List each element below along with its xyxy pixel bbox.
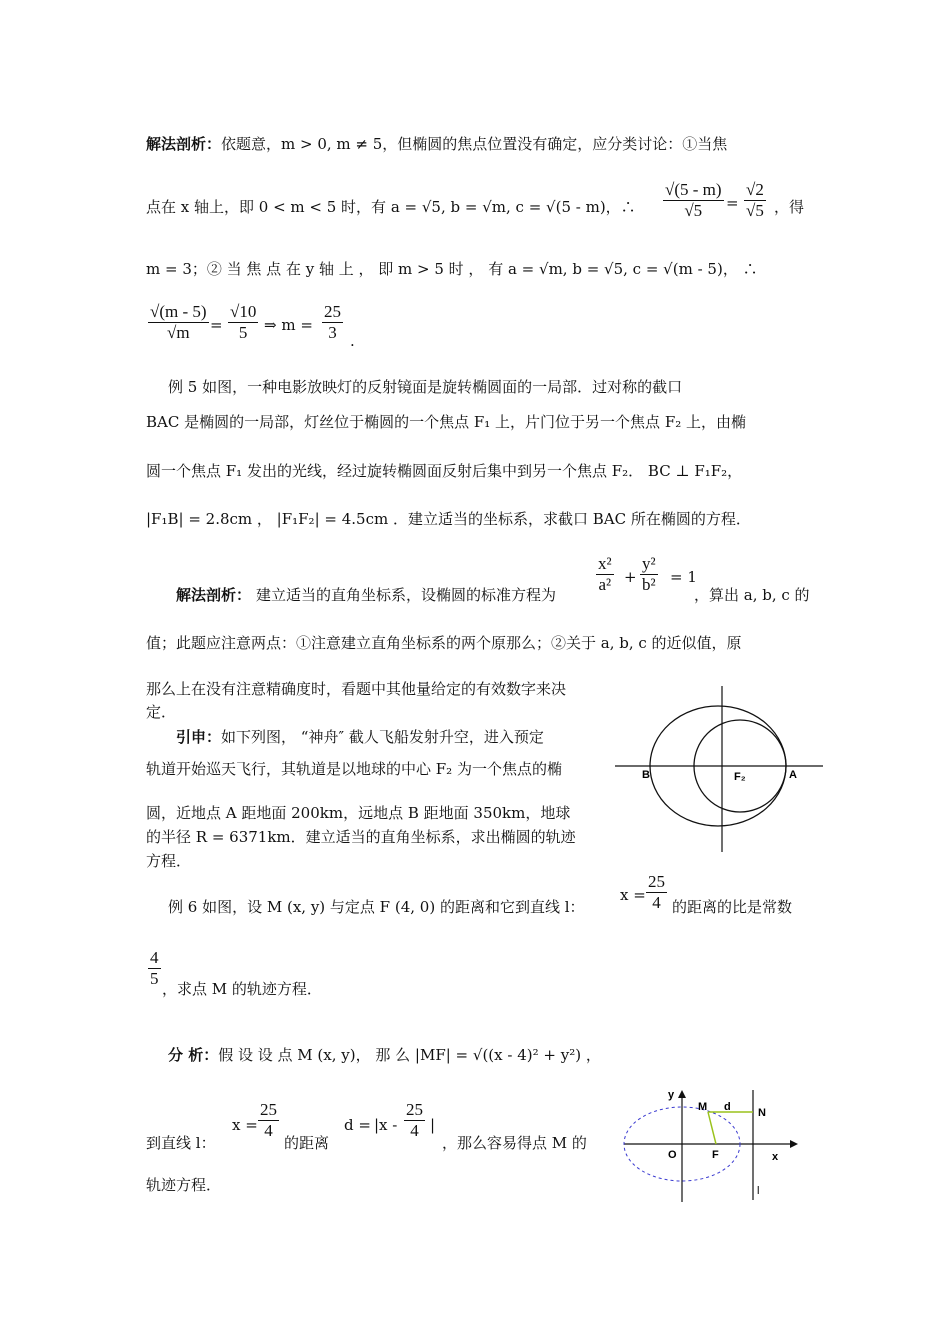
solution-analysis-1 bbox=[146, 133, 806, 155]
fraction: $\frac{√10}{5}$ bbox=[230, 302, 257, 342]
example-6-line1: 例 6 如图，设 M (x, y) 与定点 F (4, 0) 的距离和它到直线 l： x = $\frac{25}{4}$ 的距离的比是常数 bbox=[168, 872, 793, 916]
svg-text:N: N bbox=[758, 1107, 766, 1119]
label-a: A bbox=[789, 769, 797, 781]
paragraph-text: 依题意，m > 0, m ≠ 5，但椭圆的焦点位置没有确定，应分类讨论：①当焦 bbox=[221, 135, 728, 153]
section-label: 分 析： bbox=[168, 1046, 219, 1064]
example-6-line2: $\frac{4}{5}$ ，求点 M 的轨迹方程． bbox=[150, 948, 322, 998]
svg-text:y: y bbox=[668, 1089, 675, 1101]
fraction: $\frac{\text{y²}}{\text{b²}}$ bbox=[642, 554, 656, 594]
extension-line2: 轨道开始巡天飞行，其轨道是以地球的中心 F₂ 为一个焦点的椭 bbox=[146, 760, 562, 778]
analysis-3-line3: 轨迹方程． bbox=[146, 1176, 222, 1194]
fraction: $\frac{25}{4}$ bbox=[260, 1100, 277, 1140]
section-label: 引申： bbox=[176, 728, 222, 746]
extension-line4: 的半径 R = 6371km．建立适当的直角坐标系，求出椭圆的轨迹 bbox=[146, 828, 576, 846]
example-5-line2: BAC 是椭圆的一局部，灯丝位于椭圆的一个焦点 F₁ 上，片门位于另一个焦点 F₂ 上，由椭 bbox=[146, 413, 747, 431]
solution-analysis-2: 解法剖析： 建立适当的直角坐标系，设椭圆的标准方程为 $\frac{\text{x²}}{\text{a²}}$ + $\frac{\text{y²}}{\text{b²}}$ = 1 ，算出 a, b, c 的 bbox=[176, 554, 810, 604]
label-b: B bbox=[642, 769, 650, 781]
extension-line1: 引申：如下列图， “神舟″ 截人飞船发射升空，进入预定 bbox=[176, 728, 544, 746]
fraction: $\frac{√(5 - m)}{√5}$ bbox=[665, 180, 722, 220]
section-label: 解法剖析： bbox=[176, 586, 252, 604]
analysis-3-line2: 到直线 l： x = $\frac{25}{4}$ 的距离 d = |x - $\frac{25}{4}$ | ，那么容易得点 M 的 bbox=[146, 1100, 587, 1152]
fraction: $\frac{\text{x²}}{\text{a²}}$ bbox=[598, 554, 612, 594]
example-5-line4: |F₁B| = 2.8cm ， |F₁F₂| = 4.5cm ．建立适当的坐标系，求截口 BAC 所在椭圆的方程． bbox=[146, 510, 751, 528]
label-f2: F₂ bbox=[734, 771, 746, 783]
example-5-line1: 例 5 如图，一种电影放映灯的反射镜面是旋转椭圆面的一局部．过对称的截口 bbox=[168, 378, 683, 396]
svg-text:l: l bbox=[757, 1185, 760, 1197]
extension-line3: 圆，近地点 A 距地面 200km，远地点 B 距地面 350km，地球 bbox=[146, 804, 571, 822]
paragraph-text: 点在 x 轴上，即 0 < m < 5 时，有 a = √5, b = √m, c = √(5 - m)，∴ bbox=[146, 198, 636, 216]
example-5-line3: 圆一个焦点 F₁ 发出的光线，经过旋转椭圆面反射后集中到另一个焦点 F₂． BC ⊥ F₁F₂， bbox=[146, 462, 743, 480]
svg-text:d: d bbox=[724, 1101, 731, 1113]
svg-text:M: M bbox=[698, 1101, 708, 1113]
solution-analysis-2-line2: 值；此题应注意两点：①注意建立直角坐标系的两个原那么；②关于 a, b, c 的近似值，原 bbox=[146, 634, 742, 652]
solution-analysis-2-line4: 定． bbox=[146, 703, 177, 721]
fraction: $\frac{25}{4}$ bbox=[648, 872, 665, 912]
solution-analysis-2-line3: 那么上在没有注意精确度时，看题中其他量给定的有效数字来决 bbox=[146, 680, 567, 698]
mf-segment bbox=[708, 1112, 716, 1144]
svg-text:F: F bbox=[712, 1149, 719, 1161]
section-label: 解法剖析： bbox=[146, 135, 222, 153]
fraction: $\frac{4}{5}$ bbox=[150, 948, 159, 988]
fraction: $\frac{√(m - 5)}{√m}$ bbox=[150, 302, 207, 342]
fraction: $\frac{25}{3}$ bbox=[324, 302, 341, 342]
solution-analysis-1-line4: $\frac{√(m - 5)}{√m}$ = $\frac{√10}{5}$ ⇒ m = $\frac{25}{3}$ . bbox=[150, 302, 355, 350]
fraction: $\frac{25}{4}$ bbox=[406, 1100, 423, 1140]
svg-text:x: x bbox=[772, 1151, 779, 1163]
analysis-3-line1: 分 析：假 设 设 点 M (x, y)， 那 么 |MF| = √((x - 4)² + y²) ， bbox=[168, 1046, 601, 1064]
solution-analysis-1-line3: m = 3；② 当 焦 点 在 y 轴 上 ， 即 m > 5 时 ， 有 a = √m, b = √5, c = √(m - 5)， ∴ bbox=[146, 260, 758, 278]
solution-analysis-1-line2: 点在 x 轴上，即 0 < m < 5 时，有 a = √5, b = √m, c = √(5 - m)，∴ $\frac{√(5 - m)}{√5}$ = $\frac{√2}{√5}$ ，得 bbox=[146, 180, 805, 220]
extension-line5: 方程． bbox=[146, 852, 192, 870]
ellipse-directrix-figure bbox=[620, 1084, 800, 1204]
svg-text:O: O bbox=[668, 1149, 677, 1161]
orbit-figure bbox=[615, 684, 825, 854]
fraction: $\frac{√2}{√5}$ bbox=[746, 180, 764, 220]
